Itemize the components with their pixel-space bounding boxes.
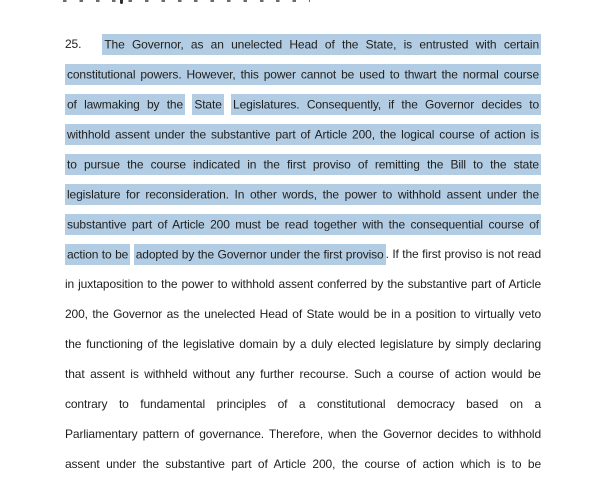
text-run — [224, 97, 231, 111]
text-run: contrary to fundamental principles of a constitutional democracy based on a — [65, 397, 541, 411]
selection-highlight: to pursue the course indicated in the first proviso of remitting the Bill to the state — [65, 154, 541, 175]
selection-highlight: of lawmaking by the — [65, 94, 185, 115]
text-line[interactable] — [65, 89, 541, 119]
text-line[interactable] — [65, 59, 541, 89]
selection-highlight: Legislatures. Consequently, if the Governor decides to — [231, 94, 541, 115]
selection-highlight: action to be — [65, 244, 130, 265]
text-line[interactable] — [65, 299, 541, 329]
paragraph-number: 25. — [65, 37, 82, 51]
text-line[interactable] — [65, 269, 541, 299]
selection-highlight: adopted by the Governor under the first proviso — [134, 244, 386, 265]
text-run: that assent is withheld without any further recourse. Such a course of action would be — [65, 367, 541, 381]
clipped-previous-line — [63, 0, 310, 2]
text-line[interactable] — [65, 29, 541, 59]
text-run: in juxtaposition to the power to withhold assent conferred by the substantive part of Article — [65, 277, 541, 291]
text-line[interactable] — [65, 359, 541, 389]
text-line[interactable] — [65, 239, 541, 269]
text-line[interactable] — [65, 209, 541, 239]
text-line[interactable] — [65, 329, 541, 359]
selection-highlight: constitutional powers. However, this power cannot be used to thwart the normal course — [65, 64, 541, 85]
text-line[interactable] — [65, 389, 541, 419]
paragraph-25[interactable] — [65, 29, 541, 479]
text-line[interactable] — [65, 419, 541, 449]
text-line[interactable] — [65, 449, 541, 479]
text-line[interactable] — [65, 119, 541, 149]
text-line[interactable] — [65, 149, 541, 179]
selection-highlight: legislature for reconsideration. In other words, the power to withhold assent under the — [65, 184, 541, 205]
text-run: . If the first proviso is not read — [385, 247, 542, 261]
descender-mark — [120, 0, 123, 4]
selection-highlight: State — [192, 94, 223, 115]
text-run: the functioning of the legislative domain by a duly elected legislature by simply declaring — [65, 337, 541, 351]
selection-highlight: substantive part of Article 200 must be read together with the consequential course of — [65, 214, 541, 235]
text-line[interactable] — [65, 179, 541, 209]
text-run: 200, the Governor as the unelected Head of State would be in a position to virtually veto — [65, 307, 541, 321]
text-run: Parliamentary pattern of governance. Therefore, when the Governor decides to withhold — [65, 427, 541, 441]
selection-highlight: withhold assent under the substantive part of Article 200, the logical course of action is — [65, 124, 541, 145]
text-run: assent under the substantive part of Article 200, the course of action which is to be — [65, 457, 541, 471]
selection-highlight: The Governor, as an unelected Head of the State, is entrusted with certain — [102, 34, 541, 55]
